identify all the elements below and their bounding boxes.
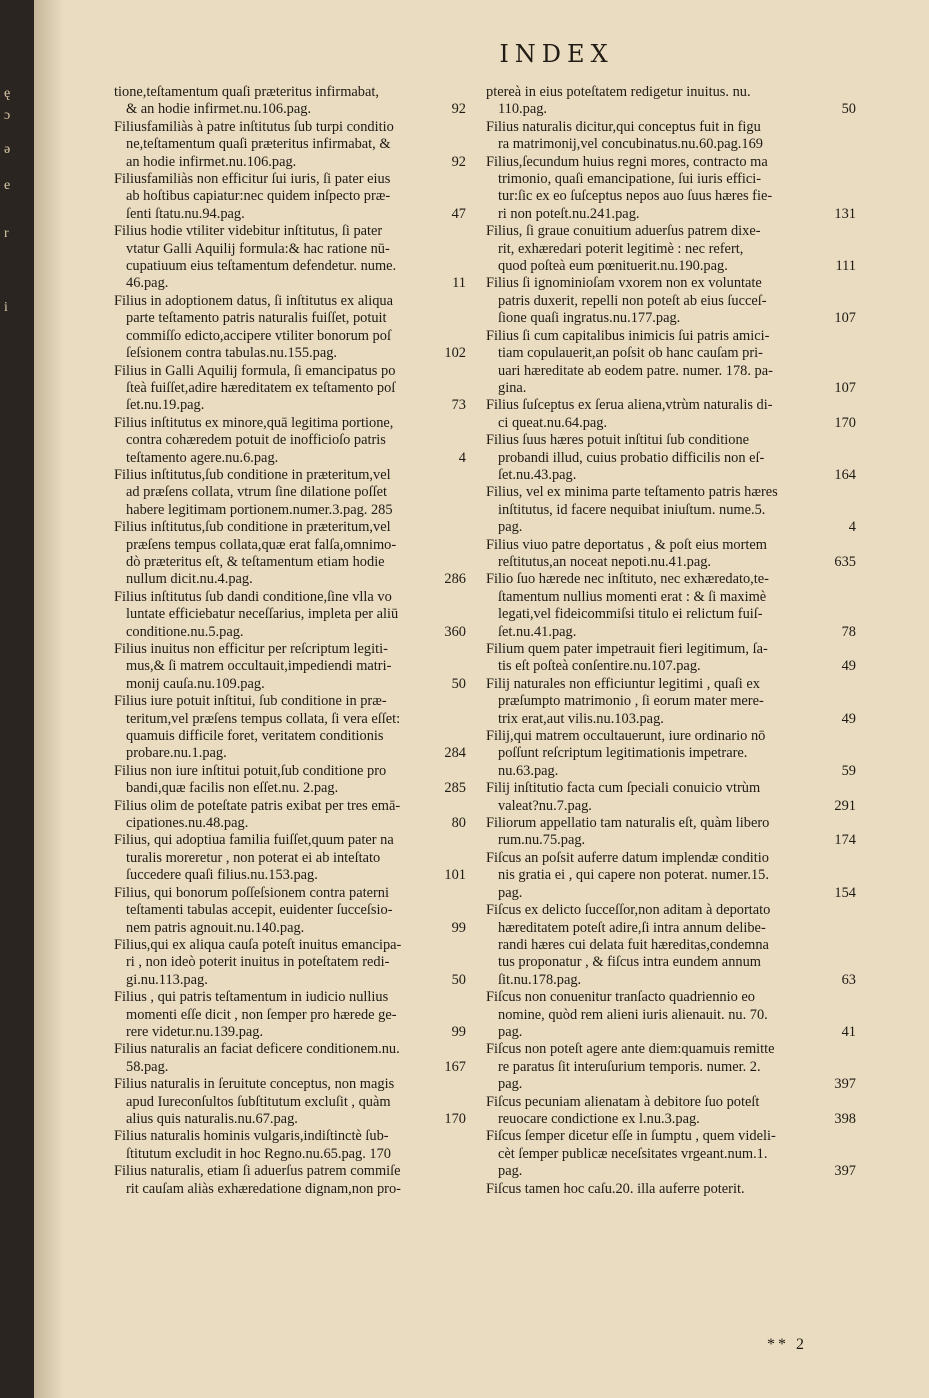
entry-line: Filius olim de poteſtate patris exibat per tres emā- — [114, 797, 401, 814]
entry-line: Filius viuo patre deportatus , & poſt eius mortem — [486, 536, 767, 553]
index-entry — [114, 885, 466, 937]
index-entry — [114, 798, 466, 833]
page-number: 102 — [444, 345, 466, 362]
entry-line: rum.nu.75.pag. — [498, 832, 586, 849]
entry-line: Filius in adoptionem datus, ſi inſtitutus ex aliqua — [114, 292, 394, 309]
entry-line: Filius inſtitutus,ſub conditione in præteritum,vel — [114, 466, 391, 483]
page-number: 99 — [451, 1023, 466, 1040]
entry-line: Filio ſuo hærede nec inſtituto, nec exhæredato,te- — [486, 571, 769, 588]
index-entry — [114, 1041, 466, 1076]
entry-line: trix erat,aut vilis.nu.103.pag. — [498, 710, 664, 727]
entry-line: 58.pag. — [126, 1058, 169, 1075]
page-number: 174 — [834, 832, 856, 849]
entry-line: Filius inuitus non efficitur per reſcriptum legiti- — [114, 641, 388, 657]
index-entry — [486, 154, 856, 224]
entry-line: ra matrimonij,vel concubinatus.nu.60.pag.169 — [498, 136, 763, 153]
index-entry — [486, 989, 856, 1041]
index-entry — [486, 571, 856, 641]
entry-line: legati,vel fideicommiſsi titulo ei relictum fuiſ- — [498, 606, 763, 623]
index-entry — [114, 1163, 466, 1198]
page-number: 286 — [444, 571, 466, 588]
page-number: 154 — [834, 884, 856, 901]
entry-line: Filius inſtitutus,ſub conditione in præteritum,vel — [114, 519, 391, 536]
page-number: 73 — [451, 397, 466, 414]
entry-line: dò præteritus eſt, & teſtamentum etiam hodie — [126, 553, 385, 570]
index-entry — [114, 415, 466, 467]
entry-line: cupatiuum eius teſtamentum defendetur. nume. — [126, 258, 397, 275]
entry-line: rit, exhæredari poterit legitimè : nec refert, — [498, 240, 744, 257]
page-number: 4 — [458, 449, 466, 466]
entry-line: nu.63.pag. — [498, 762, 559, 779]
entry-line: ſuccedere quaſi filius.nu.153.pag. — [126, 867, 318, 884]
index-entry — [114, 363, 466, 415]
entry-line: nullum dicit.nu.4.pag. — [126, 571, 253, 588]
entry-line: commiſſo edicto,accipere vtiliter bonorum poſ — [126, 327, 391, 344]
entry-line: Fiſcus an poſsit auferre datum implendæ conditio — [486, 849, 769, 866]
entry-line: Filius,ſecundum huius regni mores, contracto ma — [486, 153, 768, 170]
entry-line: gina. — [498, 379, 527, 396]
entry-line: Filiorum appellatio tam naturalis eſt, quàm libero — [486, 815, 770, 832]
index-entry — [486, 275, 856, 327]
page-number: 80 — [451, 815, 466, 832]
entry-line: Filius naturalis dicitur,qui conceptus fuit in figu — [486, 118, 761, 135]
entry-line: ab hoſtibus capiatur:nec quidem inſpecto præ- — [126, 188, 391, 205]
page-number: 397 — [834, 1076, 856, 1093]
index-entry — [486, 397, 856, 432]
entry-line: Filius, qui adoptiua familia fuiſſet,quum pater na — [114, 832, 394, 849]
entry-line: rere videtur.nu.139.pag. — [126, 1023, 264, 1040]
entry-line: Fiſcus non conuenitur tranſacto quadriennio eo — [486, 989, 755, 1006]
entry-line: rit cauſam aliàs exhæredatione dignam,non pro- — [126, 1180, 401, 1197]
entry-line: Filiusfamiliàs non efficitur ſui iuris, ſi pater eius — [114, 171, 391, 188]
index-entry — [114, 641, 466, 693]
page-number: 50 — [451, 971, 466, 988]
index-entry — [114, 832, 466, 884]
entry-line: tus proponatur , & fiſcus intra eundem annum — [498, 954, 761, 971]
entry-line: Filius ſuus hæres potuit inſtitui ſub conditione — [486, 432, 750, 449]
entry-line: poſſunt reſcriptum legitimationis impetrare. — [498, 745, 748, 762]
entry-line: reſtitutus,an noceat nepoti.nu.41.pag. — [498, 553, 712, 570]
index-entry — [486, 780, 856, 815]
index-entry — [486, 815, 856, 850]
page-number: 59 — [841, 762, 856, 779]
entry-line: ſtamentum nullius momenti erat : & ſi maximè — [498, 588, 767, 605]
page-number: 49 — [841, 710, 856, 727]
entry-line: Fiſcus pecuniam alienatam à debitore ſuo poteſt — [486, 1093, 760, 1110]
entry-line: momenti eſſe dicit , non ſemper pro hærede ge- — [126, 1006, 397, 1023]
index-entry — [114, 119, 466, 171]
entry-line: Filius ſi ignominioſam vxorem non ex voluntate — [486, 275, 762, 292]
entry-line: conditione.nu.5.pag. — [126, 623, 244, 640]
page-number: 63 — [841, 971, 856, 988]
index-entry — [114, 763, 466, 798]
entry-line: Filius , qui patris teſtamentum in iudicio nullius — [114, 989, 389, 1006]
entry-line: Fiſcus ex delicto ſucceſſor,non aditam à deportato — [486, 902, 771, 919]
index-entry — [114, 293, 466, 363]
page-number: 360 — [444, 623, 466, 640]
page-number: 92 — [451, 153, 466, 170]
entry-line: uari hæreditate ab eodem patre. numer. 178. pa- — [498, 362, 773, 379]
entry-line: Fiſcus tamen hoc caſu.20. illa auferre poterit. — [486, 1180, 745, 1197]
page-number: 398 — [834, 1110, 856, 1127]
entry-line: hæreditatem poteſt adire,ſi intra annum delibe- — [498, 919, 766, 936]
entry-line: tur:ſic ex eo ſuſceptus nepos auo ſuus hæres fie- — [498, 188, 773, 205]
index-entry — [486, 484, 856, 536]
entry-line: ad præſens collata, vtrum ſine dilatione poſſet — [126, 484, 387, 501]
entry-line: Filius, ſi graue conuitium aduerſus patrem dixe- — [486, 223, 761, 240]
entry-line: apud Iureconſultos ſubſtitutum excluſit , quàm — [126, 1093, 391, 1110]
index-entry — [114, 223, 466, 293]
page-number: 164 — [834, 466, 856, 483]
index-entry — [114, 989, 466, 1041]
entry-line: ſione quaſi ingratus.nu.177.pag. — [498, 310, 681, 327]
entry-line: teritum,vel præſens tempus collata, ſi vera eſſet: — [126, 710, 401, 727]
entry-line: gi.nu.113.pag. — [126, 971, 208, 988]
entry-line: turalis moreretur , non poterat ei ab inteſtato — [126, 849, 381, 866]
entry-line: Fiſcus non poteſt agere ante diem:quamuis remitte — [486, 1041, 775, 1058]
entry-line: Filius naturalis an faciat deficere conditionem.nu. — [114, 1041, 400, 1058]
index-entry — [114, 84, 466, 119]
index-entry — [114, 171, 466, 223]
entry-line: pag. — [498, 519, 523, 536]
book-page — [34, 0, 929, 1398]
entry-line: tione,teſtamentum quaſi præteritus infirmabat, — [114, 84, 379, 100]
entry-line: Filij naturales non efficiuntur legitimi , quaſi ex — [486, 675, 760, 692]
entry-line: Fiſcus ſemper dicetur eſſe in ſumptu , quem videli- — [486, 1128, 776, 1145]
entry-line: ſeſsionem contra tabulas.nu.155.pag. — [126, 345, 338, 362]
entry-line: Filius hodie vtiliter videbitur inſtitutus, ſi pater — [114, 223, 383, 240]
entry-line: monij cauſa.nu.109.pag. — [126, 675, 265, 692]
entry-line: nem patris agnouit.nu.140.pag. — [126, 919, 305, 936]
page-number: 397 — [834, 1163, 856, 1180]
entry-line: ſit.nu.178.pag. — [498, 971, 582, 988]
index-entry — [486, 432, 856, 484]
entry-line: luntate efficiebatur neceſſarius, impleta per aliū — [126, 606, 399, 623]
index-entry — [114, 1076, 466, 1128]
entry-line: pag. — [498, 1023, 523, 1040]
index-entry — [486, 119, 856, 154]
page-number: 111 — [835, 258, 856, 275]
page-number: 99 — [451, 919, 466, 936]
entry-line: præſumpto matrimonio , ſi eorum mater mere- — [498, 693, 764, 710]
entry-line: ne,teſtamentum quaſi præteritus infirmabat, & — [126, 136, 391, 153]
page-number: 167 — [444, 1058, 466, 1075]
entry-line: quod poſteà eum pœnituerit.nu.190.pag. — [498, 258, 728, 275]
entry-line: præſens tempus collata,quæ erat falſa,omnimo- — [126, 536, 397, 553]
entry-line: Filius iure potuit inſtitui, ſub conditione in præ- — [114, 693, 387, 710]
entry-line: alius quis naturalis.nu.67.pag. — [126, 1110, 298, 1127]
entry-line: Filij,qui matrem occultauerunt, iure ordinario nō — [486, 728, 766, 745]
entry-line: Filius inſtitutus ex minore,quā legitima portione, — [114, 414, 394, 431]
index-entry — [486, 1094, 856, 1129]
entry-line: parte teſtamento patris naturalis fuiſſet, potuit — [126, 310, 387, 327]
entry-line: pag. — [498, 1076, 523, 1093]
page-number: 101 — [444, 867, 466, 884]
entry-line: trimonio, quaſi emancipatione, ſui iuris effici- — [498, 171, 762, 188]
entry-line: Filius, vel ex minima parte teſtamento patris hæres — [486, 484, 778, 501]
right-column — [486, 84, 856, 1198]
entry-line: habere legitimam portionem.numer.3.pag. 285 — [126, 501, 393, 518]
page-number: 291 — [834, 797, 856, 814]
entry-line: probare.nu.1.pag. — [126, 745, 227, 762]
page-number: 78 — [841, 623, 856, 640]
page-number: 92 — [451, 101, 466, 118]
entry-line: Filij inſtitutio facta cum ſpeciali conuicio vtrùm — [486, 780, 761, 797]
page-number: 4 — [848, 519, 856, 536]
entry-line: Filius ſi cum capitalibus inimicis ſui patris amici- — [486, 327, 770, 344]
index-entry — [486, 902, 856, 989]
entry-line: vtatur Galli Aquilij formula:& hac ratione nū- — [126, 240, 390, 257]
page-number: 635 — [834, 553, 856, 570]
page-number: 50 — [451, 675, 466, 692]
gutter-shadow: ę ɔ ə e r i — [4, 86, 11, 315]
entry-line: Filius naturalis hominis vulgaris,indiſtinctè ſub- — [114, 1128, 389, 1145]
index-entry — [114, 589, 466, 641]
entry-line: bandi,quæ facilis non eſſet.nu. 2.pag. — [126, 780, 339, 797]
index-entry — [114, 937, 466, 989]
entry-line: ſteà fuiſſet,adire hæreditatem ex teſtamento poſ — [126, 379, 396, 396]
entry-line: ſet.nu.43.pag. — [498, 466, 577, 483]
entry-line: Filius, qui bonorum poſſeſsionem contra paterni — [114, 884, 389, 901]
entry-line: pag. — [498, 884, 523, 901]
entry-line: valeat?nu.7.pag. — [498, 797, 592, 814]
entry-line: an hodie infirmet.nu.106.pag. — [126, 153, 297, 170]
page-number: 284 — [444, 745, 466, 762]
page-number: 131 — [834, 205, 856, 222]
entry-line: Filius in Galli Aquilij formula, ſi emancipatus po — [114, 362, 396, 379]
index-entry — [486, 676, 856, 728]
entry-line: contra cohæredem potuit de inofficioſo patris — [126, 432, 386, 449]
entry-line: ſet.nu.19.pag. — [126, 397, 205, 414]
entry-line: 110.pag. — [498, 101, 548, 118]
index-entry — [114, 467, 466, 519]
entry-line: Filius,qui ex aliqua cauſa poteſt inuitus emancipa- — [114, 936, 402, 953]
entry-line: re paratus ſit interuſurium temporis. numer. 2. — [498, 1058, 761, 1075]
index-entry — [114, 1128, 466, 1163]
index-entry — [486, 850, 856, 902]
index-entry — [114, 693, 466, 763]
entry-line: Filius non iure inſtitui potuit,ſub conditione pro — [114, 762, 387, 779]
entry-line: 46.pag. — [126, 275, 169, 292]
index-entry — [486, 223, 856, 275]
entry-line: teſtamento agere.nu.6.pag. — [126, 449, 279, 466]
entry-line: inſtitutus, id facere nequibat iniuſtum. nume.5. — [498, 501, 766, 518]
index-entry — [486, 641, 856, 676]
entry-line: quamuis difficile foret, veritatem conditionis — [126, 728, 384, 745]
entry-line: teſtamenti tabulas accepit, euidenter ſucceſsio- — [126, 902, 393, 919]
entry-line: ri non poteſt.nu.241.pag. — [498, 205, 640, 222]
page-header: INDEX — [499, 40, 614, 68]
entry-line: ptereà in eius poteſtatem redigetur inuitus. nu. — [486, 84, 751, 100]
page-number: 107 — [834, 310, 856, 327]
signature-mark: ** 2 — [767, 1336, 807, 1353]
entry-line: cipationes.nu.48.pag. — [126, 815, 249, 832]
entry-line: & an hodie infirmet.nu.106.pag. — [126, 101, 312, 118]
page-number: 285 — [444, 780, 466, 797]
index-entry — [486, 1181, 856, 1198]
page-number: 47 — [451, 205, 466, 222]
entry-line: randi hæres cui delata fuit hæreditas,condemna — [498, 936, 769, 953]
entry-line: Filius naturalis, etiam ſi aduerſus patrem commiſe — [114, 1163, 401, 1180]
page-number: 170 — [834, 414, 856, 431]
page-number: 49 — [841, 658, 856, 675]
index-entry — [486, 728, 856, 780]
entry-line: nis gratia ei , qui capere non poterat. numer.15. — [498, 867, 769, 884]
index-entry — [486, 1041, 856, 1093]
entry-line: Filius inſtitutus ſub dandi conditione,ſine vlla vo — [114, 588, 392, 605]
page-number: 50 — [841, 101, 856, 118]
entry-line: Filius naturalis in ſeruitute conceptus, non magis — [114, 1076, 395, 1093]
entry-line: Filiusfamiliàs à patre inſtitutus ſub turpi conditio — [114, 118, 394, 135]
entry-line: mus,& ſi matrem occultauit,impediendi matri- — [126, 658, 392, 675]
entry-line: reuocare condictione ex l.nu.3.pag. — [498, 1110, 700, 1127]
entry-line: ſtitutum excludit in hoc Regno.nu.65.pag. 170 — [126, 1145, 391, 1162]
index-entry — [486, 1128, 856, 1180]
entry-line: ſenti ſtatu.nu.94.pag. — [126, 205, 245, 222]
entry-line: Filium quem pater impetrauit fieri legitimum, ſa- — [486, 641, 768, 657]
index-entry — [486, 328, 856, 398]
entry-line: ſet.nu.41.pag. — [498, 623, 577, 640]
entry-line: patris duxerit, repelli non poteſt ab eius ſucceſ- — [498, 292, 767, 309]
page-number: 170 — [444, 1110, 466, 1127]
entry-line: nomine, quòd rem alieni iuris alienauit. nu. 70. — [498, 1006, 768, 1023]
index-entry — [486, 84, 856, 119]
entry-line: pag. — [498, 1163, 523, 1180]
left-column — [114, 84, 466, 1198]
entry-line: tis eſt poſteà conſentire.nu.107.pag. — [498, 658, 701, 675]
entry-line: ci queat.nu.64.pag. — [498, 414, 608, 431]
entry-line: ri , non ideò poterit inuitus in poteſtatem redi- — [126, 954, 390, 971]
entry-line: Filius ſuſceptus ex ſerua aliena,vtrùm naturalis di- — [486, 397, 773, 414]
page-number: 41 — [841, 1023, 856, 1040]
page-number: 107 — [834, 379, 856, 396]
entry-line: probandi illud, cuius probatio difficilis non eſ- — [498, 449, 765, 466]
page-number: 11 — [452, 275, 466, 292]
index-entry — [486, 537, 856, 572]
entry-line: tiam copulauerit,an poſsit ob hanc cauſam pri- — [498, 345, 763, 362]
index-entry — [114, 519, 466, 589]
entry-line: cèt ſemper publicæ neceſsitates vrgeant.num.1. — [498, 1145, 768, 1162]
